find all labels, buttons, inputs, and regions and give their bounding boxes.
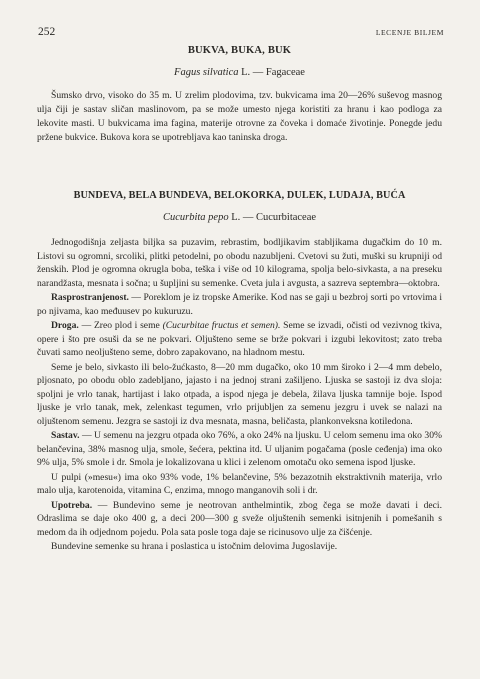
- entry-title-bukva: BUKVA, BUKA, BUK: [187, 45, 292, 56]
- entry-latin-bundeva: [37, 212, 442, 223]
- running-title: LECENJE BILJEM: [375, 28, 444, 37]
- paragraph-closing: Bundevine semenke su hrana i poslastica u istočnim delovima Jugoslavije.: [51, 541, 338, 552]
- paragraph-pulpa: U pulpi (»mesu«) ima oko 93% vode, 1% belančevine, 5% bezazotnih ekstraktivnih materija, vrlo malo ulja, karotenoida, vitamina C, enzima, mnogo manganovih soli i dr.: [37, 471, 442, 496]
- section-label: Droga.: [51, 320, 79, 331]
- latin-term: (Cucurbitae fructus et semen).: [162, 320, 281, 331]
- latin-family: L. — Cucurbitaceae: [228, 212, 317, 223]
- section-text: — Bundevino seme je neotrovan anthelmintik, zbog čega se može davati i deci. Odraslima se daje oko 400 g, a deci 200—300 g sveže oljuštenih semenki isitnjenih i pomešanih s medom da ih odjednom pojedu. Pola sata posle toga daje se ricinusovo ulje za čišćenje.: [37, 499, 442, 538]
- entry-title-bundeva: BUNDEVA, BELA BUNDEVA, BELOKORKA, DULEK, LUDAJA, BUĆA: [73, 190, 406, 201]
- paragraph-droga: [37, 319, 442, 360]
- entry-body-bundeva: [37, 236, 442, 554]
- section-label: Rasprostranjenost.: [51, 292, 129, 303]
- page-number: 252: [38, 26, 56, 38]
- section-text: — Poreklom je iz tropske Amerike. Kod nas se gaji u bezbroj sorti po vrtovima i po njivama, kao međuusev po kukuruzu.: [37, 292, 442, 317]
- section-label: Sastav.: [51, 430, 80, 441]
- section-label: Upotreba.: [51, 499, 93, 511]
- paragraph-seme: Seme je belo, sivkasto ili belo-žućkasto, 8—20 mm dugačko, oko 10 mm široko i 2—4 mm debelo, pljosnato, po obodu oblo zadebljano, jajasto i na jednoj strani zašiljeno. Ljuska se sastoji iz dva sloja: spoljni je vrlo tanak, hartijast i lako otpada, a ispod njega je debela, žilava ljuska tamnije boje. Ispod ljuske je vrlo tanak, mek, zelenkast tegumen, vrlo prijubljen za semenu jezgru i uvek se nalazi na oljuštenom semenu. Jezgra se sastoji iz dva mesnata, masna, beličasta, plankonveksna kotiledona.: [37, 361, 442, 427]
- latin-family: L. — Fagaceae: [238, 67, 305, 78]
- entry-text-bukva: Šumsko drvo, visoko do 35 m. U zrelim plodovima, tzv. bukvicama ima 20—26% suševog masnog ulja čiji je sastav sličan maslinovom, pa se može umesto njega koristiti za hranu i kao podloga za lekovite masti. U bukvicama ima fagina, materije otrovne za čoveka i domaće životinje. Ponegde jedu pržene bukvice. Bukova kora se upotrebljava kao taninska droga.: [37, 90, 442, 143]
- latin-genus-species: Fagus silvatica: [174, 67, 239, 78]
- latin-genus-species: Cucurbita pepo: [162, 212, 229, 223]
- paragraph-intro: Jednogodišnja zeljasta biljka sa puzavim, rebrastim, bodljikavim stabljikama dugačkim do 10 m. Listovi su ogromni, srcoliki, plitki petodelni, po obodu nazubljeni. Cvetovi su žuti, muški su krupniji od ženskih. Plod je ogromna okrugla boba, teška i više od 10 kilograma, spolja belo-sivkasta, a na preseku narandžasta, mesnata i sočna; u šupljini su semenke. Cveta jula i avgusta, a sazreva septembra—oktobra.: [37, 237, 442, 289]
- entry-latin-bukva: [37, 67, 442, 78]
- section-text: — U semenu na jezgru otpada oko 76%, a oko 24% na ljusku. U celom semenu ima oko 30% belančevina, 38% masnog ulja, smole, šećera, pektina itd. U uljanim pogačama (posle ceđenja) ima oko 9% ulja, 5% smole i dr. Smola je lokalizovana u klici i zelenom omotaču oko semena ispod ljuske.: [37, 430, 442, 468]
- section-text: — Zreo plod i seme: [78, 320, 163, 331]
- paragraph-rasprostranjenost: [37, 291, 442, 318]
- section-text: Seme se izvadi, očisti od vezivnog tkiva, opere i što pre osuši da se ne pokvari. Oljušteno seme se brže pokvari i izgubi lekovitost; zato treba čuvati samo neoljušteno seme, dobro zapakovano, na hladnom mestu.: [37, 320, 443, 358]
- paragraph-upotreba: [37, 499, 442, 540]
- paragraph-sastav: [37, 429, 442, 470]
